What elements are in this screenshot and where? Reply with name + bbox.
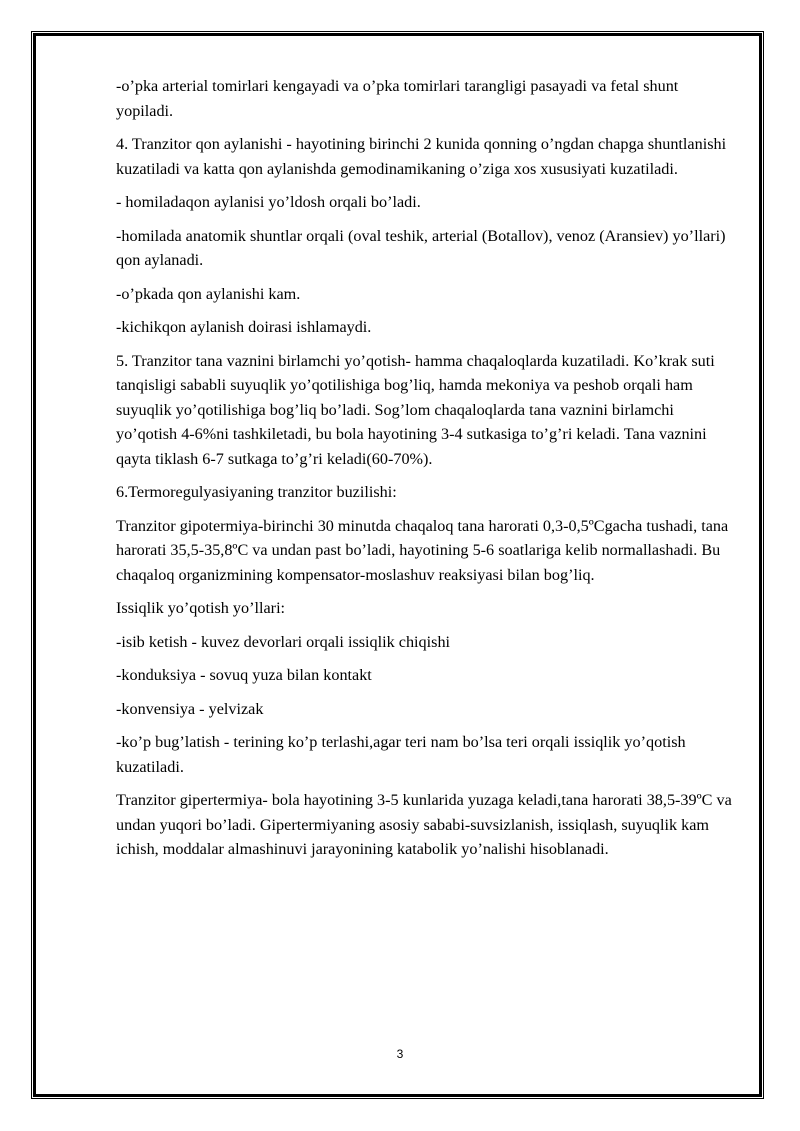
paragraph: Tranzitor gipotermiya-birinchi 30 minutda chaqaloq tana harorati 0,3-0,5ºCgacha tushadi, tana harorati 35,5-35,8ºC va undan past bo’ladi, hayotining 5-6 soatlariga kelib normallashadi. Bu chaqaloq organizmining kompensator-moslashuv reaksiyasi bilan bog’liq. bbox=[116, 516, 729, 584]
list-item: -isib ketish - kuvez devorlari orqali issiqlik chiqishi bbox=[116, 632, 451, 651]
list-item: -ko’p bug’latish - terining ko’p terlashi,agar teri nam bo’lsa teri orqali issiqlik yo’qotish kuzatiladi. bbox=[116, 733, 686, 776]
paragraph: 4. Tranzitor qon aylanishi - hayotining birinchi 2 kunida qonning o’ngdan chapga shuntlanishi kuzatiladi va katta qon aylanishda gemodinamikaning o’ziga xos xususiyati kuzatiladi. bbox=[116, 135, 727, 178]
section-heading: 6.Termoregulyasiyaning tranzitor buzilishi: bbox=[116, 483, 397, 501]
paragraph: - homiladaqon aylanisi yo’ldosh orqali bo’ladi. bbox=[116, 193, 421, 211]
paragraph: -o’pkada qon aylanishi kam. bbox=[116, 284, 301, 303]
list-item: -konduksiya - sovuq yuza bilan kontakt bbox=[116, 666, 372, 684]
paragraph: Issiqlik yo’qotish yo’llari: bbox=[116, 599, 286, 617]
page-number: 3 bbox=[396, 1047, 404, 1061]
paragraph: -homilada anatomik shuntlar orqali (oval teshik, arterial (Botallov), venoz (Aransiev) yo’llari) qon aylanadi. bbox=[116, 226, 726, 269]
document-body bbox=[116, 74, 738, 871]
list-item: -konvensiya - yelvizak bbox=[116, 699, 264, 718]
paragraph: Tranzitor gipertermiya- bola hayotining 3-5 kunlarida yuzaga keladi,tana harorati 38,5-39ºC va undan yuqori bo’ladi. Gipertermiyaning asosiy sababi-suvsizlanish, issiqlash, suyuqlik kam ichish, moddalar almashinuvi jarayonining katabolik yo’nalishi hisoblanadi. bbox=[116, 791, 732, 858]
paragraph: -o’pka arterial tomirlari kengayadi va o’pka tomirlari tarangligi pasayadi va fetal shunt yopiladi. bbox=[116, 77, 679, 120]
paragraph: -kichikqon aylanish doirasi ishlamaydi. bbox=[116, 318, 372, 336]
paragraph: 5. Tranzitor tana vaznini birlamchi yo’qotish- hamma chaqaloqlarda kuzatiladi. Ko’krak suti tanqisligi sababli suyuqlik yo’qotilishiga bog’liq, hamda mekoniya va peshob orqali ham suyuqlik yo’qotilishiga bog’liq bo’ladi. Sog’lom chaqaloqlarda tana vaznini birlamchi yo’qotish 4-6%ni tashkiletadi, bu bola hayotining 3-4 sutkasiga to’g’ri keladi. Tana vaznini qayta tiklash 6-7 sutkaga to’g’ri keladi(60-70%). bbox=[116, 351, 715, 468]
